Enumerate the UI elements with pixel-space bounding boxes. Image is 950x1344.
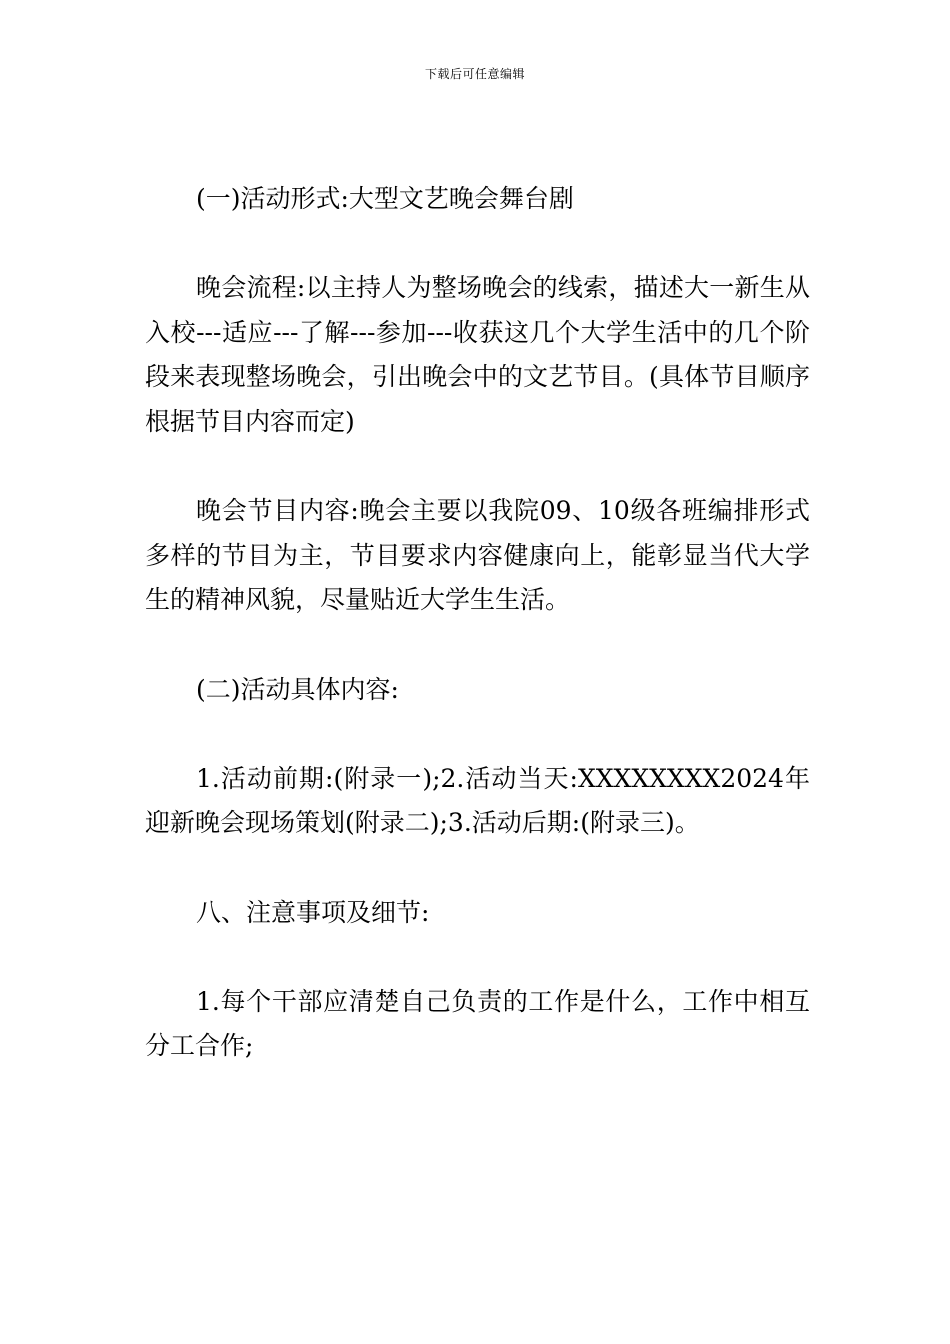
paragraph-note-1: 1.每个干部应清楚自己负责的工作是什么，工作中相互分工合作; [145, 986, 810, 1061]
paragraph-activity-phases: 1.活动前期:(附录一);2.活动当天:XXXXXXXX2024年迎新晚会现场策划(附录二);3.活动后期:(附录三)。 [145, 763, 810, 838]
document-body [145, 177, 810, 1113]
section-heading-notes: 八、注意事项及细节: [196, 897, 430, 927]
page-header: 下载后可任意编辑 [424, 67, 525, 81]
paragraph-program-content: 晚会节目内容:晚会主要以我院09、10级各班编排形式多样的节目为主，节目要求内容健康向上，能彰显当代大学生的精神风貌，尽量贴近大学生生活。 [145, 496, 810, 615]
section-heading-activity-form: (一)活动形式:大型文艺晚会舞台剧 [196, 184, 574, 213]
section-heading-activity-details: (二)活动具体内容: [196, 674, 399, 704]
paragraph-program-flow: 晚会流程:以主持人为整场晚会的线索，描述大一新生从入校---适应---了解---参加---收获这几个大学生活中的几个阶段来表现整场晚会，引出晚会中的文艺节目。(具体节目顺序根据节目内容而定) [145, 273, 810, 436]
